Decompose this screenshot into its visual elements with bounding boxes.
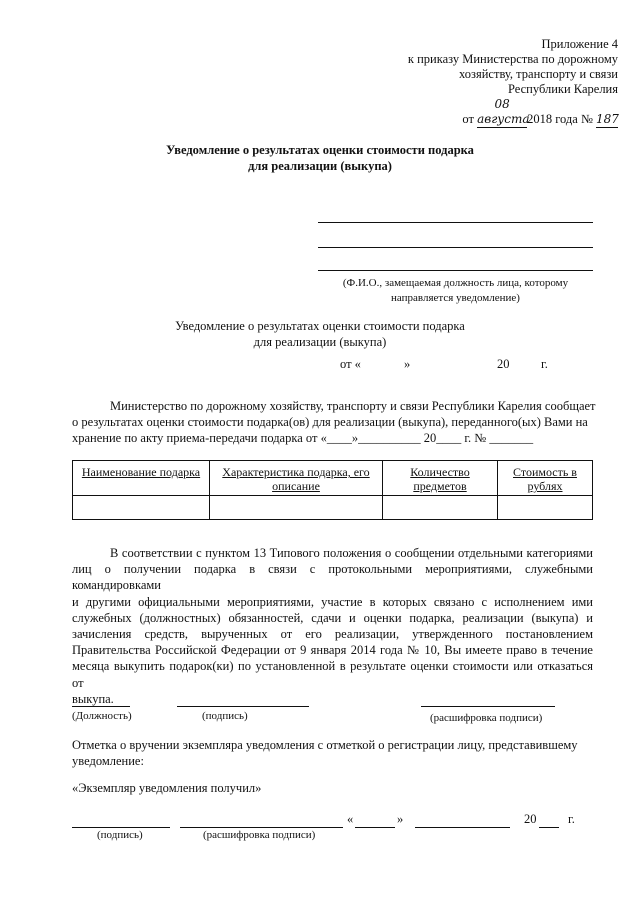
position-label: (Должность) <box>72 710 132 722</box>
final-year: 20 <box>524 812 537 826</box>
table-cell[interactable] <box>498 496 593 520</box>
table-cell[interactable] <box>383 496 498 520</box>
table-cell[interactable] <box>73 496 210 520</box>
col-cost: Стоимость в рублях <box>498 461 593 496</box>
republic-name: Республики Карелия <box>507 82 618 96</box>
final-date-close: » <box>397 812 404 826</box>
notice-date-g: г. <box>541 357 548 371</box>
col-gift-description: Характеристика подарка, его описание <box>210 461 383 496</box>
table-row <box>73 496 593 520</box>
handwritten-number: 187 <box>596 112 619 126</box>
addressee-line-1 <box>318 222 593 223</box>
final-date-open: « <box>347 812 354 826</box>
notice-subtitle: Уведомление о результатах оценки стоимости подарка для реализации (выкупа) <box>175 319 465 350</box>
final-decoding-label: (расшифровка подписи) <box>203 829 316 841</box>
order-reference: к приказу Министерства по дорожному <box>407 52 618 66</box>
order-date-line: от 08 августа2018 года № 187 <box>462 97 619 126</box>
decoding-line <box>421 706 555 707</box>
final-month-line <box>415 827 510 828</box>
final-signature-label: (подпись) <box>97 829 143 841</box>
addressee-line-2 <box>318 247 593 248</box>
signature-line <box>177 706 309 707</box>
final-year-line <box>539 827 559 828</box>
table-cell[interactable] <box>210 496 383 520</box>
ministry-name-1: хозяйству, транспорту и связи <box>459 67 618 81</box>
appendix-number: Приложение 4 <box>541 37 618 51</box>
final-decoding-line <box>180 827 343 828</box>
gift-table <box>72 460 593 520</box>
final-signature-line <box>72 827 170 828</box>
intro-paragraph: Министерство по дорожному хозяйству, транспорту и связи Республики Карелия сообщает о результатах оценки стоимости подарка(ов) для реализации (выкупа), переданного(ых) Вами на хранение по акту приема-передачи подарка от «____»__________ 20____ г. № _______ <box>72 399 596 446</box>
document-title: Уведомление о результатах оценки стоимости подарка для реализации (выкупа) <box>166 143 474 173</box>
notice-date-close: » <box>404 357 411 371</box>
decoding-label: (расшифровка подписи) <box>430 712 543 724</box>
received-statement: «Экземпляр уведомления получил» <box>72 781 262 795</box>
position-line <box>72 706 130 707</box>
body-paragraph: В соответствии с пунктом 13 Типового положения о сообщении отдельными категориями лиц о получении подарка в связи с протокольными мероприятиями, служебными командировками и другими официальными мероприятиями, участие в которых связано с исполнением ими служебных (должностных) обязанностей, сдачи и оценки подарка, реализации (выкупа) и зачисления средств, вырученных от его реализации, утвержденного постановлением Правительства Российской Федерации от 9 января 2014 года № 10, Вы имеете право в течение месяца выкупить подарок(ки) по установленной в результате оценки стоимости или отказаться от выкупа. <box>72 546 593 706</box>
final-g: г. <box>568 812 575 826</box>
delivery-mark: Отметка о вручении экземпляра уведомления с отметкой о регистрации лицу, представившему уведомление: <box>72 738 578 769</box>
table-header-row <box>73 461 593 496</box>
col-quantity: Количество предметов <box>383 461 498 496</box>
col-gift-name: Наименование подарка <box>73 461 210 496</box>
signature-label: (подпись) <box>202 710 248 722</box>
addressee-line-3 <box>318 270 593 271</box>
final-day-line <box>355 827 395 828</box>
notice-date-year: 20 <box>497 357 510 371</box>
addressee-caption: (Ф.И.О., замещаемая должность лица, которому направляется уведомление) <box>342 277 569 304</box>
appendix-header <box>408 37 618 128</box>
notice-date-open: от « <box>340 357 361 371</box>
handwritten-date: 08 августа <box>477 97 530 126</box>
